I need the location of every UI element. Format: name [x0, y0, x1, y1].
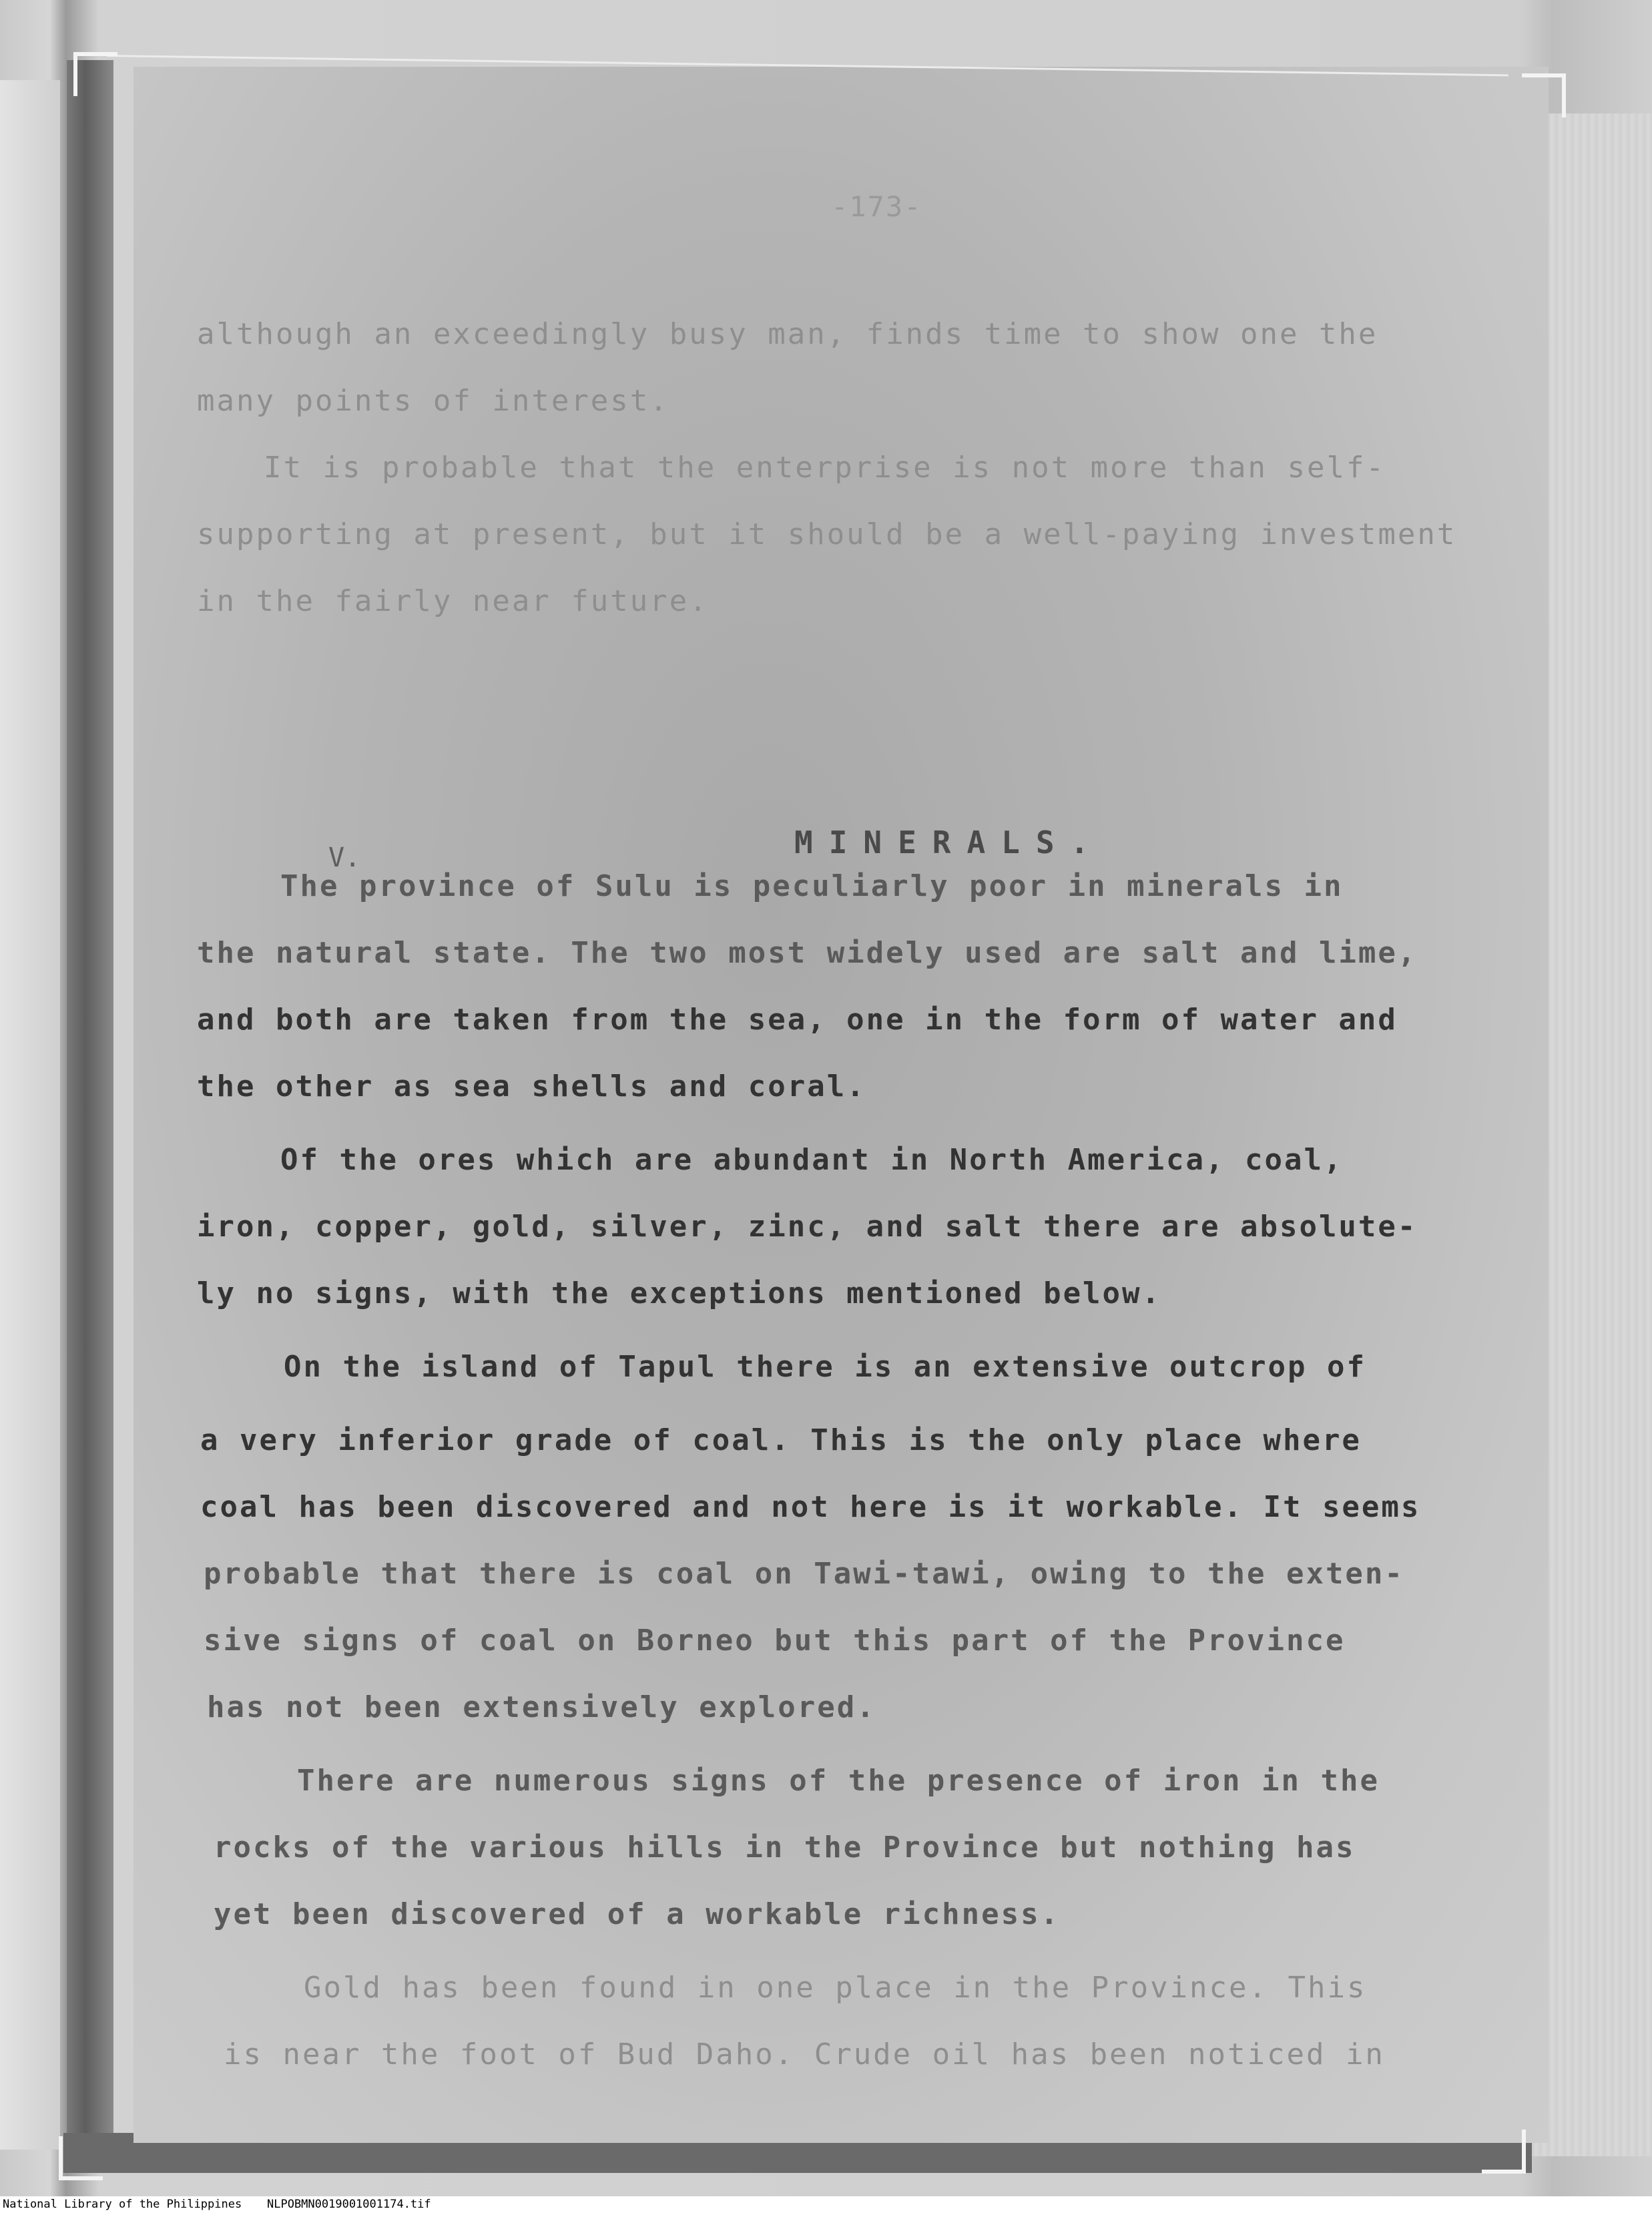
text-line: sive signs of coal on Borneo but this part of the Province [204, 1624, 1346, 1658]
text-line: many points of interest. [197, 384, 669, 418]
document-page [133, 67, 1549, 2143]
text-line: a very inferior grade of coal. This is the only place where [200, 1423, 1362, 1457]
text-line: is near the foot of Bud Daho. Crude oil has been noticed in [224, 2037, 1385, 2071]
frame-corner [1522, 73, 1566, 117]
text-line: There are numerous signs of the presence of iron in the [297, 1764, 1380, 1798]
text-line: in the fairly near future. [197, 584, 709, 618]
text-line: On the island of Tapul there is an extensive outcrop of [284, 1350, 1366, 1384]
text-line: Of the ores which are abundant in North America, coal, [280, 1143, 1344, 1177]
text-line: yet been discovered of a workable richness. [214, 1897, 1061, 1931]
text-line: Gold has been found in one place in the Province. This [304, 1971, 1367, 2005]
text-line: supporting at present, but it should be a well-paying investment [197, 517, 1457, 551]
left-page-edge [0, 80, 60, 2150]
frame-corner [1482, 2130, 1526, 2174]
page-number: -173- [831, 190, 922, 223]
text-line: iron, copper, gold, silver, zinc, and salt there are absolute- [197, 1210, 1418, 1244]
text-line: rocks of the various hills in the Province but nothing has [214, 1830, 1356, 1865]
section-title: MINERALS. [794, 824, 1105, 860]
text-line: the natural state. The two most widely used are salt and lime, [197, 936, 1418, 970]
text-line: It is probable that the enterprise is not more than self- [264, 451, 1386, 485]
text-line: The province of Sulu is peculiarly poor in minerals in [280, 869, 1344, 903]
file-name: NLPOBMN0019001001174.tif [267, 2198, 431, 2211]
text-line: coal has been discovered and not here is it workable. It seems [200, 1490, 1421, 1524]
scan-footer [0, 2196, 1652, 2213]
text-line: has not been extensively explored. [207, 1690, 876, 1724]
text-line: ly no signs, with the exceptions mentioned below. [197, 1276, 1162, 1310]
text-line: the other as sea shells and coral. [197, 1069, 866, 1103]
text-line: although an exceedingly busy man, finds time to show one the [197, 317, 1378, 351]
frame-corner [59, 2136, 103, 2180]
library-credit: National Library of the Philippines [3, 2198, 242, 2211]
frame-corner [73, 52, 117, 96]
text-line: probable that there is coal on Tawi-tawi, owing to the exten- [204, 1557, 1404, 1591]
binding-shadow [67, 60, 113, 2163]
text-line: and both are taken from the sea, one in the form of water and [197, 1003, 1398, 1037]
section-number: V. [328, 842, 361, 873]
